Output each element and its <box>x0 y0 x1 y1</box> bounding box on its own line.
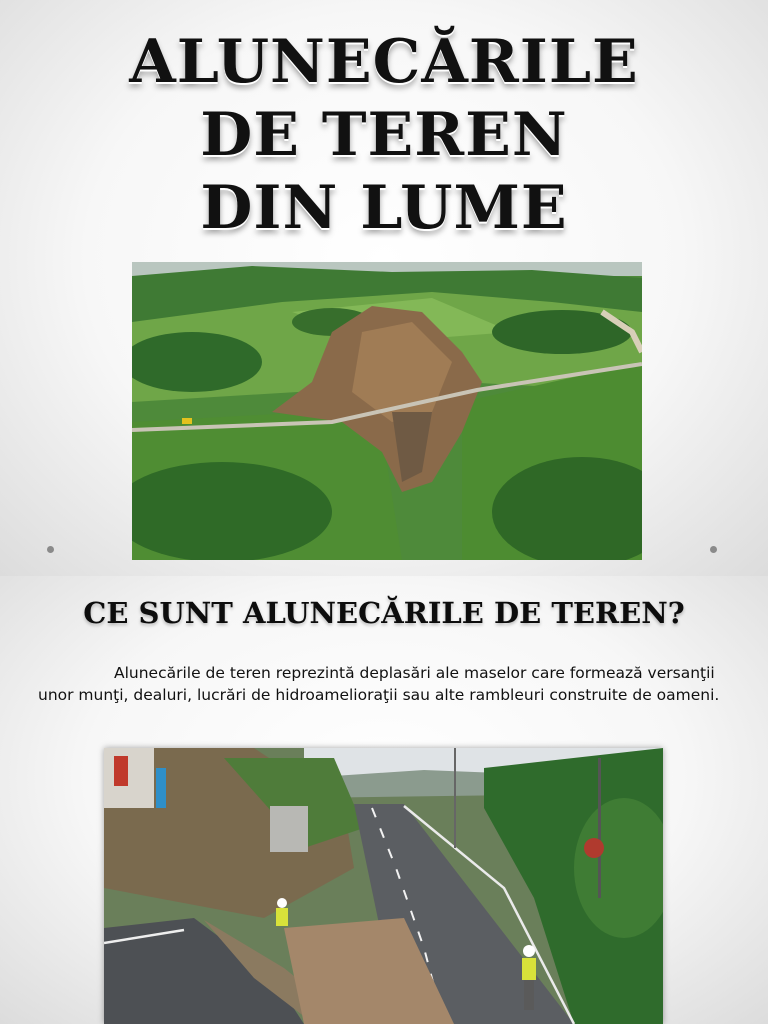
landslide-photo <box>132 262 642 560</box>
slide-dot-left <box>47 546 54 553</box>
title-line-2: DE TEREN <box>200 100 568 170</box>
collapsed-road-photo <box>104 748 663 1024</box>
title-line-3: DIN LUME <box>200 173 568 243</box>
title-line-1: ALUNECĂRILE <box>129 27 639 97</box>
slide-dot-right <box>710 546 717 553</box>
definition-paragraph <box>38 662 738 706</box>
slide-1-title <box>0 26 768 245</box>
slide-2 <box>0 576 768 1024</box>
definition-text: Alunecările de teren reprezintă deplasări ale maselor care formează versanţii unor munţi, dealuri, lucrări de hidroamelioraţii sau alte rambleuri construite de oameni. <box>38 664 720 704</box>
slide-2-title: CE SUNT ALUNECĂRILE DE TEREN? <box>83 596 685 630</box>
